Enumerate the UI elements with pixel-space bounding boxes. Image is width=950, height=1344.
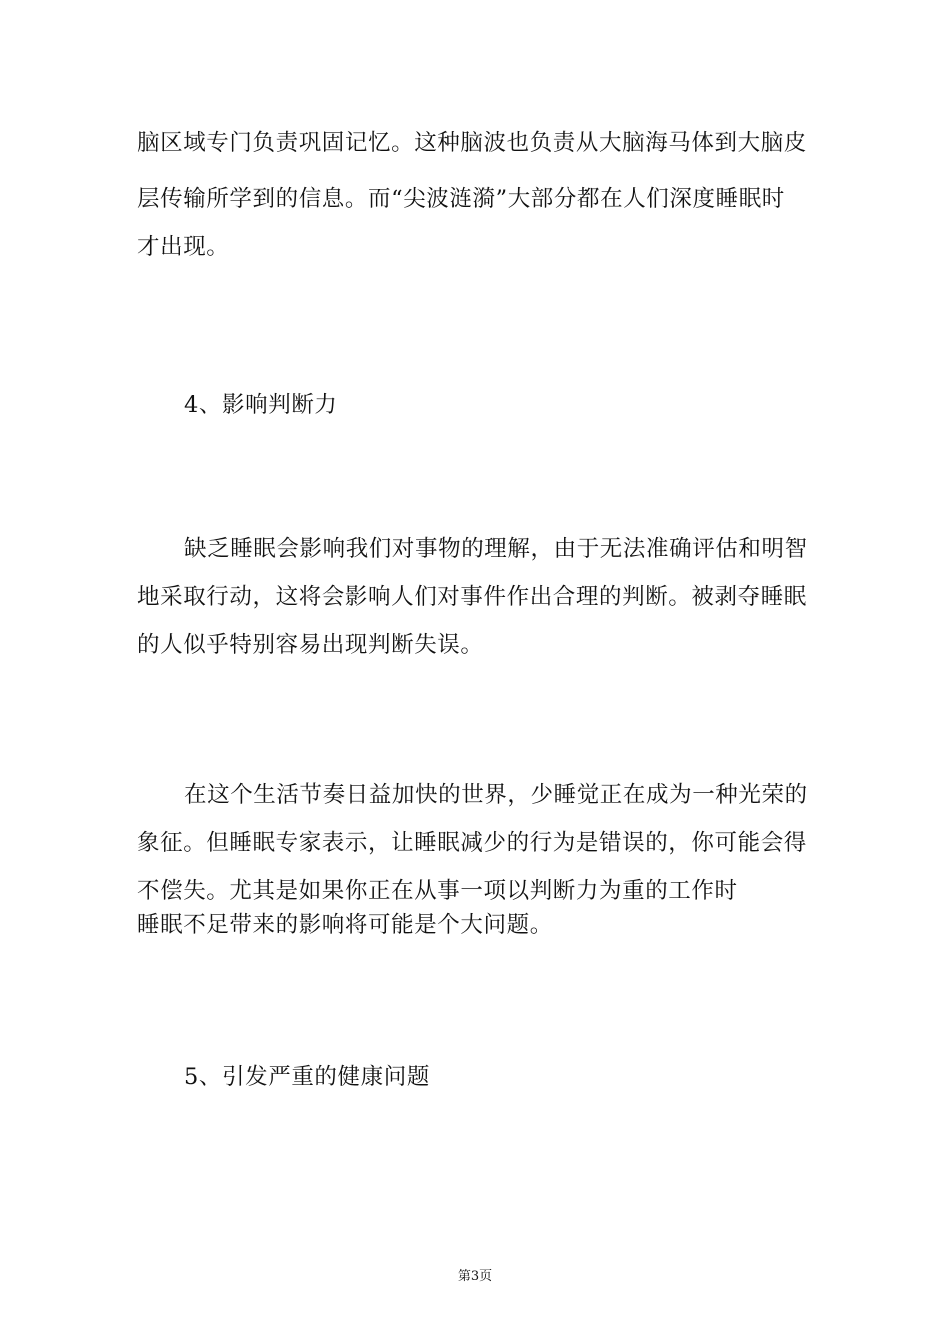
text-line: 层传输所学到的信息。而“尖波涟漪”大部分都在人们深度睡眠时 xyxy=(137,186,785,212)
text-line: 不偿失。尤其是如果你正在从事一项以判断力为重的工作时 xyxy=(137,878,738,904)
page-number: 第3页 xyxy=(457,1269,493,1284)
text-line: 的人似乎特别容易出现判断失误。 xyxy=(137,632,484,658)
section-heading-health: 5、引发严重的健康问题 xyxy=(184,1064,430,1090)
text-line: 脑区域专门负责巩固记忆。这种脑波也负责从大脑海马体到大脑皮 xyxy=(137,130,807,156)
text-line: 象征。但睡眠专家表示，让睡眠减少的行为是错误的，你可能会得 xyxy=(137,830,807,856)
text-line: 在这个生活节奏日益加快的世界，少睡觉正在成为一种光荣的 xyxy=(184,782,808,808)
text-line: 地采取行动，这将会影响人们对事件作出合理的判断。被剥夺睡眠 xyxy=(137,584,807,610)
text-line: 才出现。 xyxy=(137,234,230,260)
text-line: 缺乏睡眠会影响我们对事物的理解，由于无法准确评估和明智 xyxy=(184,536,808,562)
text-line: 睡眠不足带来的影响将可能是个大问题。 xyxy=(137,912,553,938)
section-heading-judgment: 4、影响判断力 xyxy=(184,392,338,418)
